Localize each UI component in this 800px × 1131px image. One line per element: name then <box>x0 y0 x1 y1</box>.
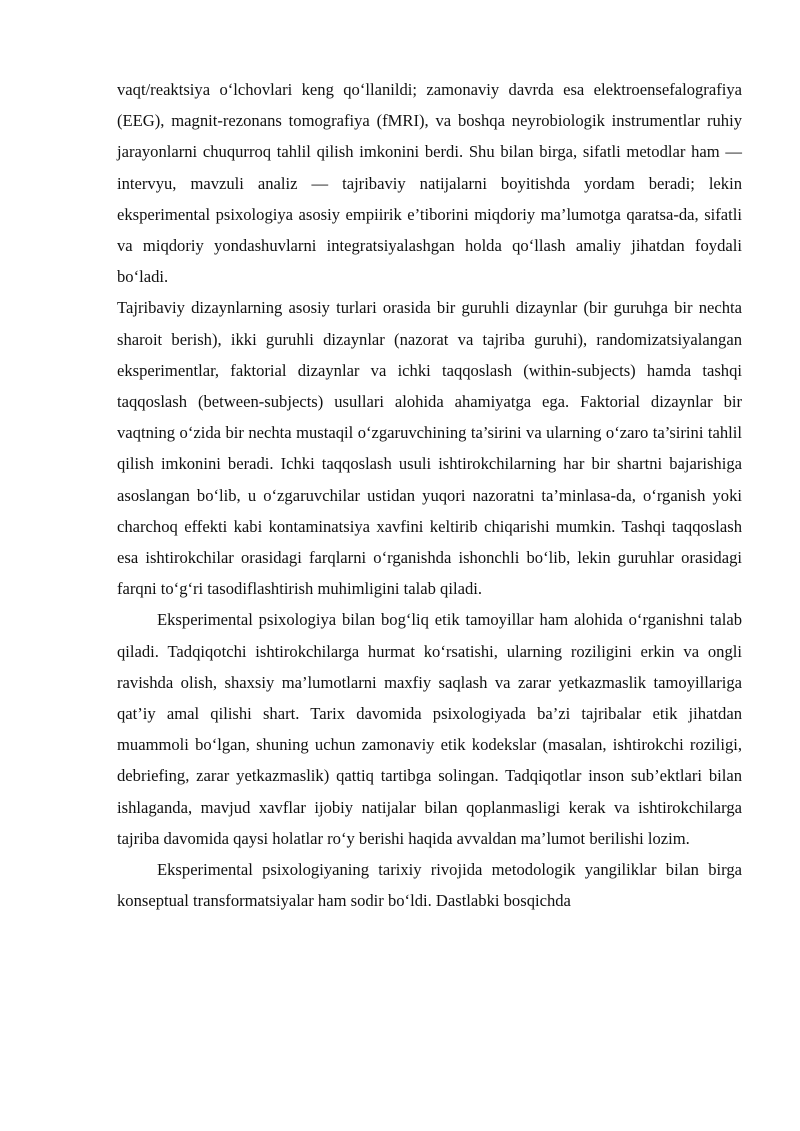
document-page <box>117 74 742 916</box>
paragraph-historical-development: Eksperimental psixologiyaning tarixiy rivojida metodologik yangiliklar bilan birga konseptual transformatsiyalar ham sodir bo‘ldi. Dastlabki bosqichda <box>117 860 742 911</box>
paragraph-ethical-principles: Eksperimental psixologiya bilan bog‘liq etik tamoyillar ham alohida o‘rganishni talab qiladi. Tadqiqotchi ishtirokchilarga hurmat ko‘rsatishi, ularning roziligini erkin va ongli ravishda olish, shaxsiy ma’lumotlarni maxfiy saqlash va zarar yetkazmaslik tamoyillariga qat’iy amal qilishi shart. Tarix davomida psixologiyada ba’zi tajribalar etik jihatdan muammoli bo‘lgan, shuning uchun zamonaviy etik kodekslar (masalan, ishtirokchi roziligi, debriefing, zarar yetkazmaslik) qattiq tartibga solingan. Tadqiqotlar inson sub’ektlari bilan ishlaganda, mavjud xavflar ijobiy natijalar bilan qoplanmasligi kerak va ishtirokchilarga tajriba davomida qaysi holatlar ro‘y berishi haqida avvaldan ma’lumot berilishi lozim. <box>117 610 742 848</box>
paragraph-experimental-designs: Tajribaviy dizaynlarning asosiy turlari orasida bir guruhli dizaynlar (bir guruhga bir nechta sharoit berish), ikki guruhli dizaynlar (nazorat va tajriba guruhi), randomizatsiyalangan eksperimentlar, faktorial dizaynlar va ichki taqqoslash (within-subjects) hamda tashqi taqqoslash (between-subjects) usullari alohida ahamiyatga ega. Faktorial dizaynlar bir vaqtning o‘zida bir nechta mustaqil o‘zgaruvchining ta’sirini va ularning o‘zaro ta’sirini tahlil qilish imkonini beradi. Ichki taqqoslash usuli ishtirokchilarning har bir shartni bajarishiga asoslangan bo‘lib, u o‘zgaruvchilar ustidan yuqori nazoratni ta’minlasa-da, o‘rganish yoki charchoq effekti kabi kontaminatsiya xavfini keltirib chiqarishi mumkin. Tashqi taqqoslash esa ishtirokchilar orasidagi farqlarni o‘rganishda ishonchli bo‘lib, lekin guruhlar orasidagi farqni to‘g‘ri tasodiflashtirish muhimligini talab qiladi. <box>117 298 742 599</box>
paragraph-measurement-methods: vaqt/reaktsiya o‘lchovlari keng qo‘llanildi; zamonaviy davrda esa elektroensefalografiya (EEG), magnit-rezonans tomografiya (fMRI), va boshqa neyrobiologik instrumentlar ruhiy jarayonlarni chuqurroq tahlil qilish imkonini berdi. Shu bilan birga, sifatli metodlar ham — intervyu, mavzuli analiz — tajribaviy natijalarni boyitishda yordam beradi; lekin eksperimental psixologiya asosiy empiirik e’tiborini miqdoriy ma’lumotga qaratsa-da, sifatli va miqdoriy yondashuvlarni integratsiyalashgan holda qo‘llash amaliy jihatdan foydali bo‘ladi. <box>117 80 742 287</box>
